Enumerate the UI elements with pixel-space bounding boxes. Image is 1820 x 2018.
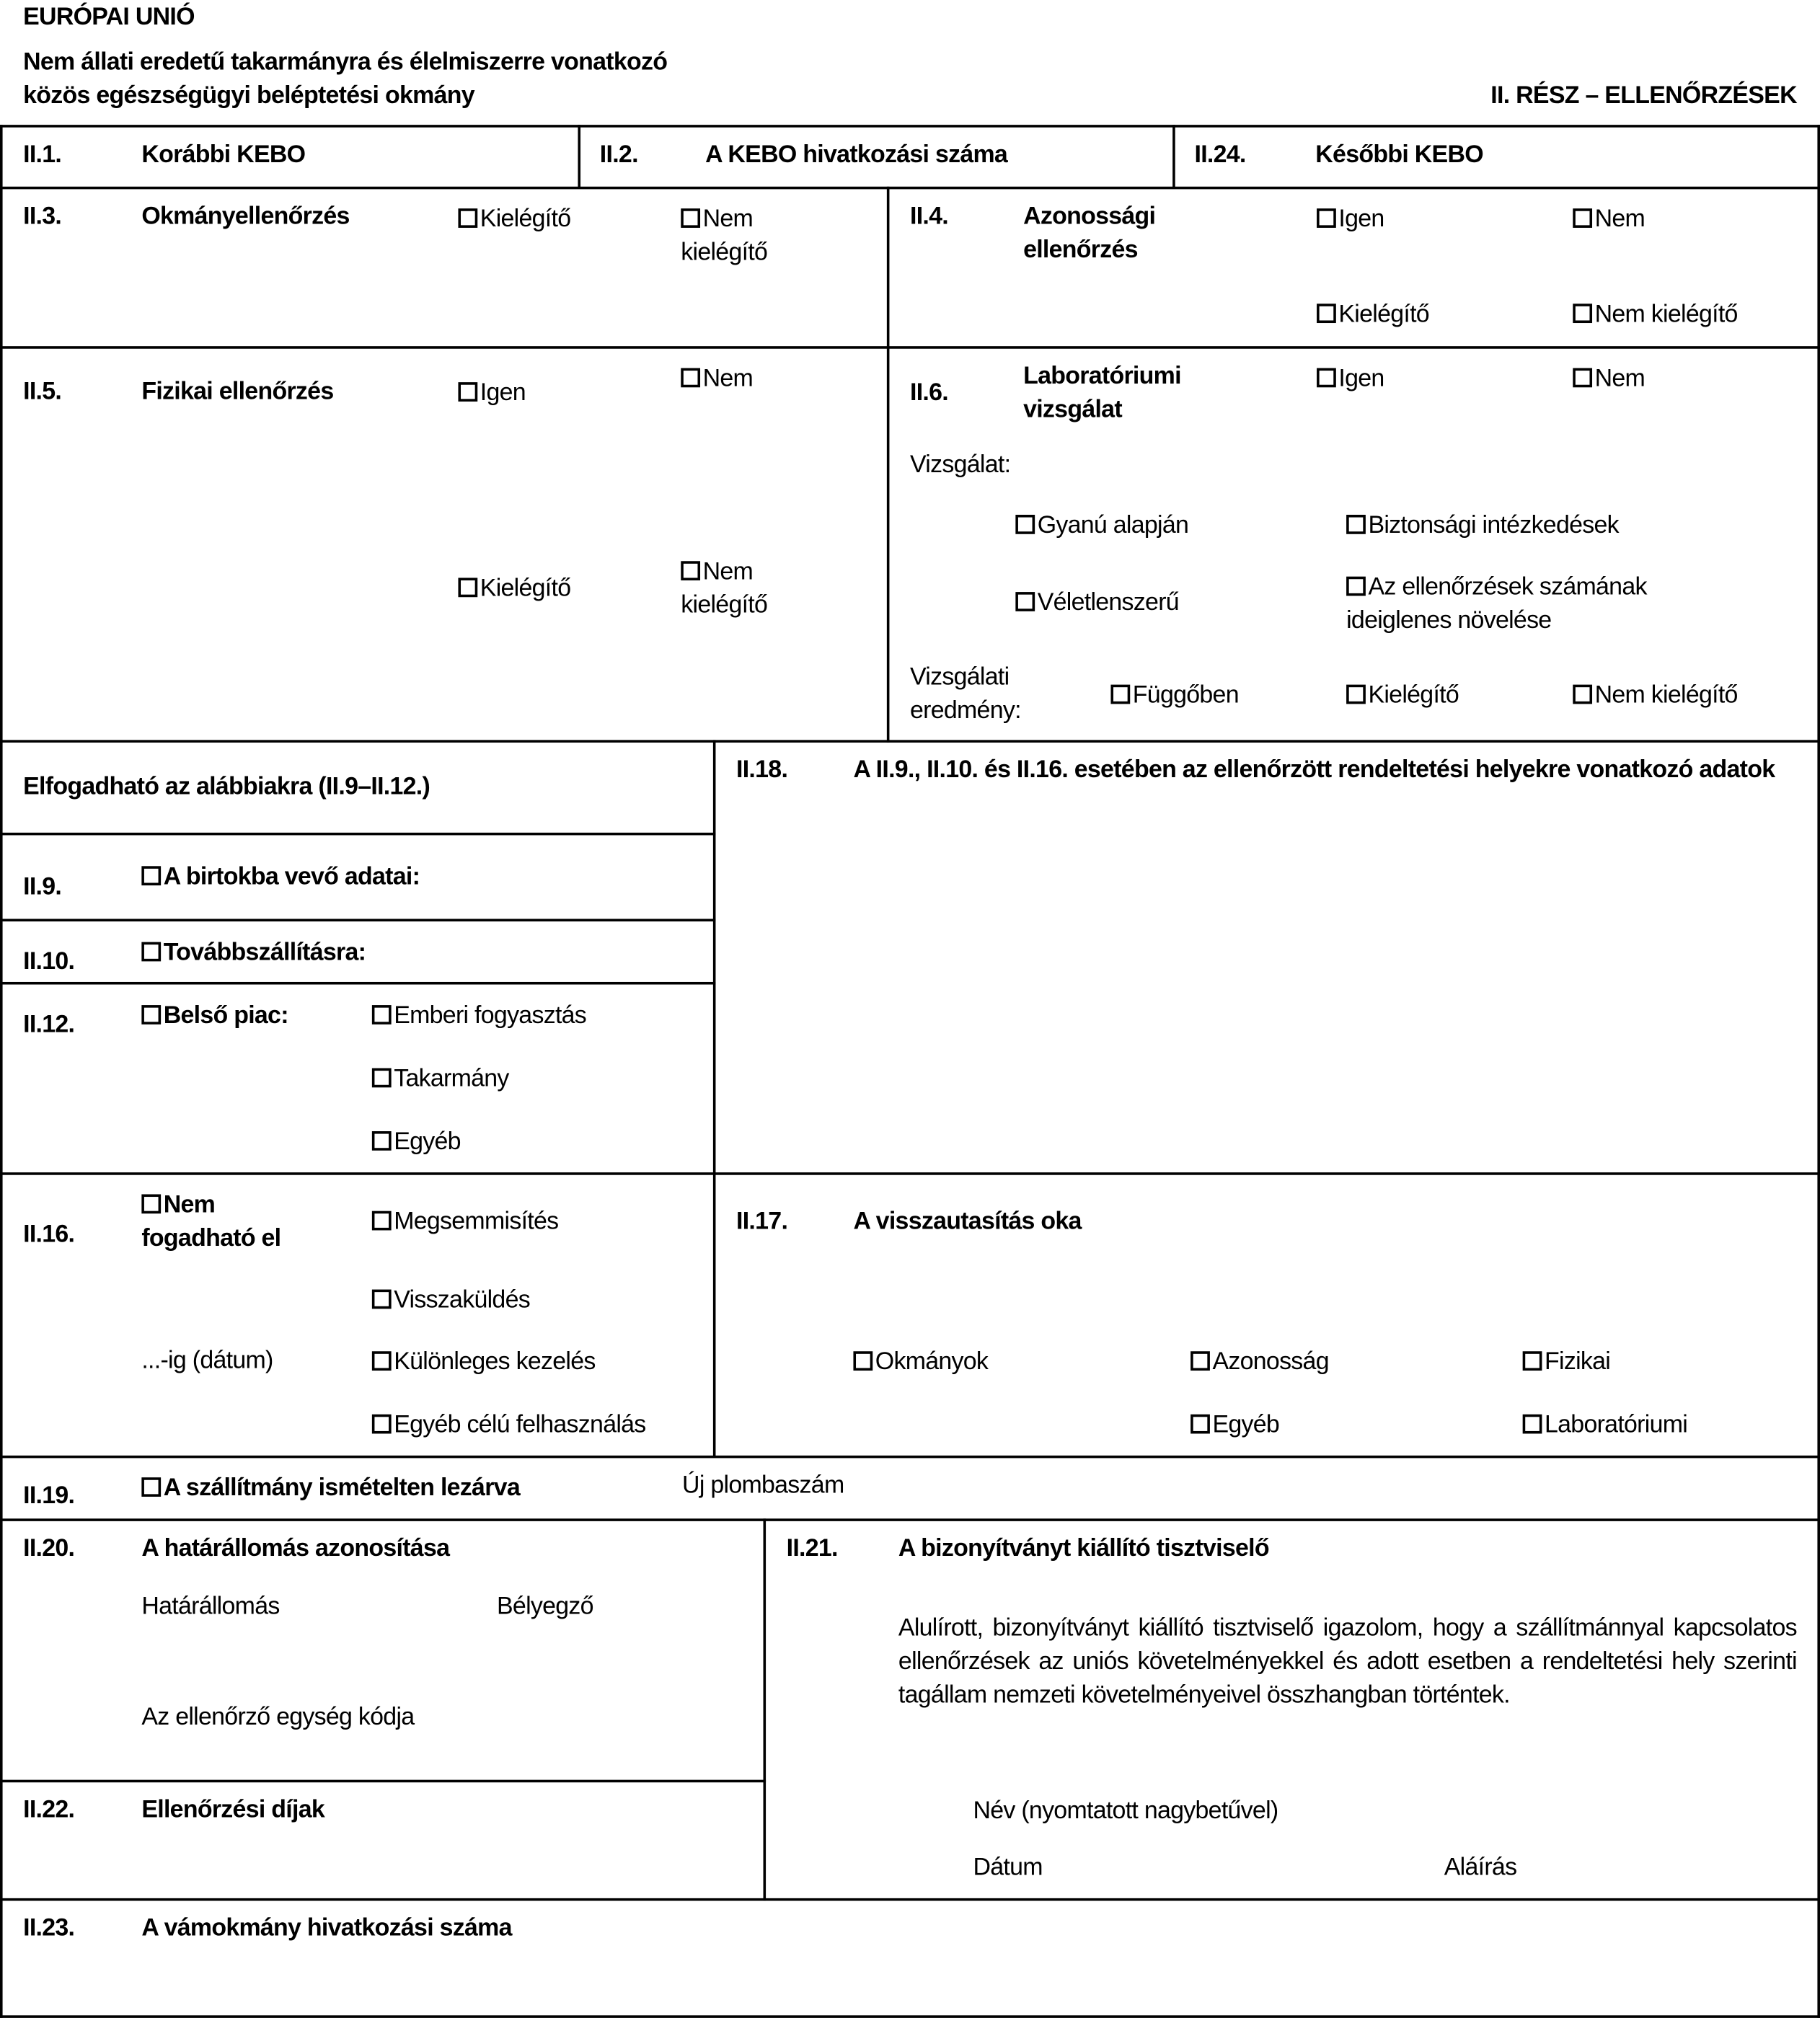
physical-unsatisfactory-checkbox[interactable] bbox=[681, 556, 767, 623]
checkbox-icon bbox=[141, 1194, 161, 1213]
control-unit-code-label: Az ellenőrző egység kódja bbox=[141, 1704, 415, 1731]
physical-yes-checkbox[interactable] bbox=[458, 377, 526, 410]
divider bbox=[713, 740, 716, 1456]
divider bbox=[0, 1518, 1820, 1521]
field-number: II.16. bbox=[23, 1221, 75, 1249]
label-line: Laboratóriumi bbox=[1023, 363, 1181, 390]
checkbox-label: Laboratóriumi bbox=[1545, 1412, 1688, 1439]
checkbox-label: A szállítmány ismételten lezárva bbox=[163, 1474, 520, 1503]
divider bbox=[1817, 125, 1820, 2018]
checkbox-label: fogadható el bbox=[141, 1225, 281, 1252]
checkbox-label: Azonosság bbox=[1212, 1348, 1329, 1376]
divider bbox=[0, 187, 1820, 190]
checkbox-label: Egyéb bbox=[394, 1128, 461, 1156]
checkbox-icon bbox=[1015, 515, 1035, 534]
checkbox-icon bbox=[458, 382, 477, 402]
identity-satisfactory-checkbox[interactable] bbox=[1317, 298, 1429, 332]
checkbox-icon bbox=[1346, 685, 1366, 704]
checkbox-icon bbox=[1523, 1351, 1542, 1371]
checkbox-label: Kielégítő bbox=[480, 205, 571, 234]
physical-no-checkbox[interactable] bbox=[681, 363, 753, 396]
field-number: II.17. bbox=[736, 1208, 788, 1236]
other-use-checkbox[interactable] bbox=[372, 1409, 646, 1443]
checkbox-label: Kielégítő bbox=[1338, 301, 1429, 329]
field-number: II.18. bbox=[736, 756, 788, 784]
pending-checkbox[interactable] bbox=[1110, 679, 1238, 712]
checkbox-label: Véletlenszerű bbox=[1037, 589, 1179, 617]
checkbox-icon bbox=[1523, 1415, 1542, 1434]
field-number: II.23. bbox=[23, 1915, 75, 1942]
checkbox-icon bbox=[681, 561, 700, 580]
destination-details-label: A II.9., II.10. és II.16. esetében az ellenőrzött rendeltetési helyekre vonatkozó adatok bbox=[853, 756, 1775, 784]
date-label: Dátum bbox=[973, 1854, 1043, 1882]
random-checkbox[interactable] bbox=[1015, 587, 1179, 620]
checkbox-icon bbox=[1573, 685, 1592, 704]
checkbox-label: Nem bbox=[1594, 365, 1645, 393]
divider bbox=[0, 1172, 1820, 1175]
checkbox-label: Belső piac: bbox=[163, 1002, 288, 1030]
checkbox-label: Gyanú alapján bbox=[1037, 512, 1189, 539]
checkbox-label: Nem bbox=[163, 1191, 216, 1219]
checkbox-icon bbox=[853, 1351, 873, 1371]
checkbox-icon bbox=[1317, 208, 1336, 228]
divider bbox=[764, 1518, 767, 1900]
checkbox-label: kielégítő bbox=[681, 592, 768, 619]
internal-market-checkbox[interactable] bbox=[141, 1000, 288, 1033]
checkbox-icon bbox=[372, 1131, 392, 1151]
checkbox-label: Igen bbox=[1338, 205, 1384, 234]
checkbox-icon bbox=[1573, 304, 1592, 323]
checkbox-icon bbox=[1190, 1415, 1210, 1434]
divider bbox=[0, 125, 3, 2018]
feed-checkbox[interactable] bbox=[372, 1063, 509, 1096]
checkbox-label: Nem kielégítő bbox=[1594, 682, 1738, 709]
checkbox-icon bbox=[1573, 208, 1592, 228]
physical-check-label: Fizikai ellenőrzés bbox=[141, 378, 334, 406]
re-dispatch-checkbox[interactable] bbox=[372, 1284, 530, 1317]
union-title: EURÓPAI UNIÓ bbox=[23, 4, 195, 31]
checkbox-icon bbox=[141, 866, 161, 885]
bip-label: Határállomás bbox=[141, 1593, 280, 1621]
result-unsatisfactory-checkbox[interactable] bbox=[1573, 679, 1737, 712]
doc-unsatisfactory-checkbox[interactable] bbox=[681, 203, 767, 270]
identity-check-label bbox=[1023, 200, 1155, 267]
bip-identification-label: A határállomás azonosítása bbox=[141, 1535, 450, 1562]
ched-reference-label: A KEBO hivatkozási száma bbox=[705, 141, 1008, 169]
identity-reason-checkbox[interactable] bbox=[1190, 1346, 1329, 1379]
checkbox-icon bbox=[1110, 685, 1130, 704]
checkbox-icon bbox=[1346, 515, 1366, 534]
checkbox-label: Megsemmisítés bbox=[394, 1208, 559, 1236]
document-title-line1: Nem állati eredetű takarmányra és élelmiszerre vonatkozó bbox=[23, 48, 668, 76]
suspicion-checkbox[interactable] bbox=[1015, 510, 1188, 543]
destruction-checkbox[interactable] bbox=[372, 1206, 559, 1239]
test-label: Vizsgálat: bbox=[909, 451, 1011, 479]
divider bbox=[1172, 125, 1175, 187]
checkbox-icon bbox=[1346, 577, 1366, 596]
field-number: II.19. bbox=[23, 1482, 75, 1510]
result-satisfactory-checkbox[interactable] bbox=[1346, 679, 1459, 712]
documentary-check-label: Okmányellenőrzés bbox=[141, 203, 350, 231]
divider bbox=[0, 1898, 1820, 1901]
checkbox-icon bbox=[372, 1351, 392, 1371]
stamp-label: Bélyegző bbox=[497, 1593, 593, 1621]
deadline-date-label: ...-ig (dátum) bbox=[141, 1347, 273, 1375]
checkbox-icon bbox=[681, 368, 700, 388]
safeguard-checkbox[interactable] bbox=[1346, 510, 1619, 543]
part-title: II. RÉSZ – ELLENŐRZÉSEK bbox=[1490, 82, 1797, 110]
increased-checks-checkbox[interactable] bbox=[1346, 572, 1647, 639]
checkbox-label: Emberi fogyasztás bbox=[394, 1002, 587, 1030]
checkbox-label: ideiglenes növelése bbox=[1346, 607, 1552, 635]
identity-yes-checkbox[interactable] bbox=[1317, 203, 1384, 236]
divider bbox=[0, 982, 715, 985]
checkbox-label: Egyéb célú felhasználás bbox=[394, 1412, 646, 1439]
checkbox-icon bbox=[458, 577, 477, 597]
identity-unsatisfactory-checkbox[interactable] bbox=[1573, 298, 1737, 332]
checkbox-label: Biztonsági intézkedések bbox=[1368, 512, 1619, 539]
divider bbox=[0, 833, 715, 836]
divider bbox=[578, 125, 580, 187]
field-number: II.6. bbox=[909, 379, 948, 407]
checkbox-icon bbox=[372, 1415, 392, 1434]
checkbox-icon bbox=[372, 1068, 392, 1088]
checkbox-label: Különleges kezelés bbox=[394, 1348, 596, 1376]
subsequent-ched-label: Későbbi KEBO bbox=[1315, 141, 1483, 169]
checkbox-icon bbox=[1317, 304, 1336, 323]
other-reason-checkbox[interactable] bbox=[1190, 1409, 1279, 1443]
label-line: Vizsgálati bbox=[909, 664, 1010, 691]
physical-satisfactory-checkbox[interactable] bbox=[458, 572, 570, 606]
checkbox-icon bbox=[458, 208, 477, 228]
field-number: II.9. bbox=[23, 874, 62, 901]
checkbox-icon bbox=[1190, 1351, 1210, 1371]
divider bbox=[0, 1456, 1820, 1459]
special-treatment-checkbox[interactable] bbox=[372, 1346, 596, 1379]
doc-satisfactory-checkbox[interactable] bbox=[458, 203, 570, 236]
label-line: ellenőrzés bbox=[1023, 236, 1138, 264]
not-acceptable-checkbox[interactable] bbox=[141, 1189, 280, 1256]
label-line: eredmény: bbox=[909, 697, 1021, 725]
checkbox-label: Okmányok bbox=[875, 1348, 989, 1376]
divider bbox=[0, 740, 1820, 743]
field-number: II.22. bbox=[23, 1796, 75, 1824]
previous-ched-label: Korábbi KEBO bbox=[141, 141, 306, 169]
checkbox-icon bbox=[1573, 368, 1592, 388]
checkbox-label: Visszaküldés bbox=[394, 1287, 530, 1314]
divider bbox=[887, 187, 890, 743]
checkbox-label: Nem bbox=[1594, 205, 1645, 234]
field-number: II.3. bbox=[23, 203, 62, 231]
checkbox-label: Igen bbox=[1338, 365, 1384, 393]
inspection-fees-label: Ellenőrzési díjak bbox=[141, 1796, 324, 1824]
checkbox-label: Nem bbox=[702, 558, 754, 586]
divider bbox=[0, 919, 715, 921]
checkbox-label: A birtokba vevő adatai: bbox=[163, 863, 420, 891]
onward-transport-checkbox[interactable] bbox=[141, 937, 366, 970]
identity-no-checkbox[interactable] bbox=[1573, 203, 1645, 236]
checkbox-label: Egyéb bbox=[1212, 1412, 1280, 1439]
checkbox-label: Nem bbox=[702, 365, 754, 393]
document-title-line2: közös egészségügyi beléptetési okmány bbox=[23, 82, 474, 110]
checkbox-label: Kielégítő bbox=[480, 575, 571, 603]
checkbox-icon bbox=[372, 1211, 392, 1231]
human-consumption-checkbox[interactable] bbox=[372, 1000, 586, 1033]
refusal-reason-label: A visszautasítás oka bbox=[853, 1208, 1082, 1236]
acceptable-for-label: Elfogadható az alábbiakra (II.9–II.12.) bbox=[23, 773, 430, 801]
checkbox-label: Nem kielégítő bbox=[1594, 301, 1738, 329]
field-number: II.10. bbox=[23, 948, 75, 976]
checkbox-label: Nem bbox=[702, 205, 754, 234]
new-seal-number-label: Új plombaszám bbox=[682, 1472, 844, 1500]
checkbox-icon bbox=[372, 1290, 392, 1309]
divider bbox=[0, 1780, 766, 1783]
checkbox-label: Fizikai bbox=[1545, 1348, 1611, 1376]
checkbox-label: kielégítő bbox=[681, 239, 768, 267]
field-number: II.24. bbox=[1194, 141, 1246, 169]
consignee-checkbox[interactable] bbox=[141, 861, 420, 894]
lab-no-checkbox[interactable] bbox=[1573, 363, 1645, 396]
laboratory-reason-checkbox[interactable] bbox=[1523, 1409, 1687, 1443]
checkbox-icon bbox=[681, 208, 700, 228]
label-line: Azonossági bbox=[1023, 203, 1156, 231]
field-number: II.5. bbox=[23, 378, 62, 406]
physical-reason-checkbox[interactable] bbox=[1523, 1346, 1610, 1379]
resealed-checkbox[interactable] bbox=[141, 1472, 520, 1505]
name-label: Név (nyomtatott nagybetűvel) bbox=[973, 1797, 1278, 1826]
checkbox-label: Kielégítő bbox=[1368, 682, 1459, 709]
signature-label: Aláírás bbox=[1444, 1854, 1517, 1882]
checkbox-icon bbox=[372, 1005, 392, 1025]
divider bbox=[0, 2015, 1820, 2018]
checkbox-icon bbox=[141, 1477, 161, 1497]
field-number: II.20. bbox=[23, 1535, 75, 1562]
checkbox-label: Az ellenőrzések számának bbox=[1368, 574, 1647, 601]
test-result-label bbox=[910, 661, 1021, 728]
checkbox-label: Továbbszállításra: bbox=[163, 939, 366, 967]
certifying-officer-label: A bizonyítványt kiállító tisztviselő bbox=[898, 1535, 1269, 1562]
divider bbox=[0, 346, 1820, 349]
officer-declaration: Alulírott, bizonyítványt kiállító tisztviselő igazolom, hogy a szállítmánnyal kapcsolatos ellenőrzések az uniós követelményekkel és adott esetben a rendeltetési hely szerinti tagállam nemzeti követelményeivel összhangban történtek. bbox=[898, 1615, 1797, 1709]
checkbox-icon bbox=[1317, 368, 1336, 388]
divider bbox=[0, 125, 1820, 128]
checkbox-icon bbox=[1015, 592, 1035, 611]
other-checkbox[interactable] bbox=[372, 1126, 461, 1159]
checkbox-label: Takarmány bbox=[394, 1065, 509, 1093]
checkbox-icon bbox=[141, 1005, 161, 1025]
checkbox-icon bbox=[141, 942, 161, 962]
customs-document-label: A vámokmány hivatkozási száma bbox=[141, 1915, 512, 1942]
lab-yes-checkbox[interactable] bbox=[1317, 363, 1384, 396]
checkbox-label: Igen bbox=[480, 379, 526, 407]
checkbox-label: Függőben bbox=[1132, 682, 1239, 709]
field-number: II.21. bbox=[786, 1535, 838, 1562]
field-number: II.1. bbox=[23, 141, 62, 169]
field-number: II.4. bbox=[909, 203, 948, 231]
documents-reason-checkbox[interactable] bbox=[853, 1346, 988, 1379]
label-line: vizsgálat bbox=[1023, 396, 1122, 424]
laboratory-test-label bbox=[1023, 360, 1181, 428]
field-number: II.12. bbox=[23, 1012, 75, 1039]
field-number: II.2. bbox=[599, 141, 638, 169]
